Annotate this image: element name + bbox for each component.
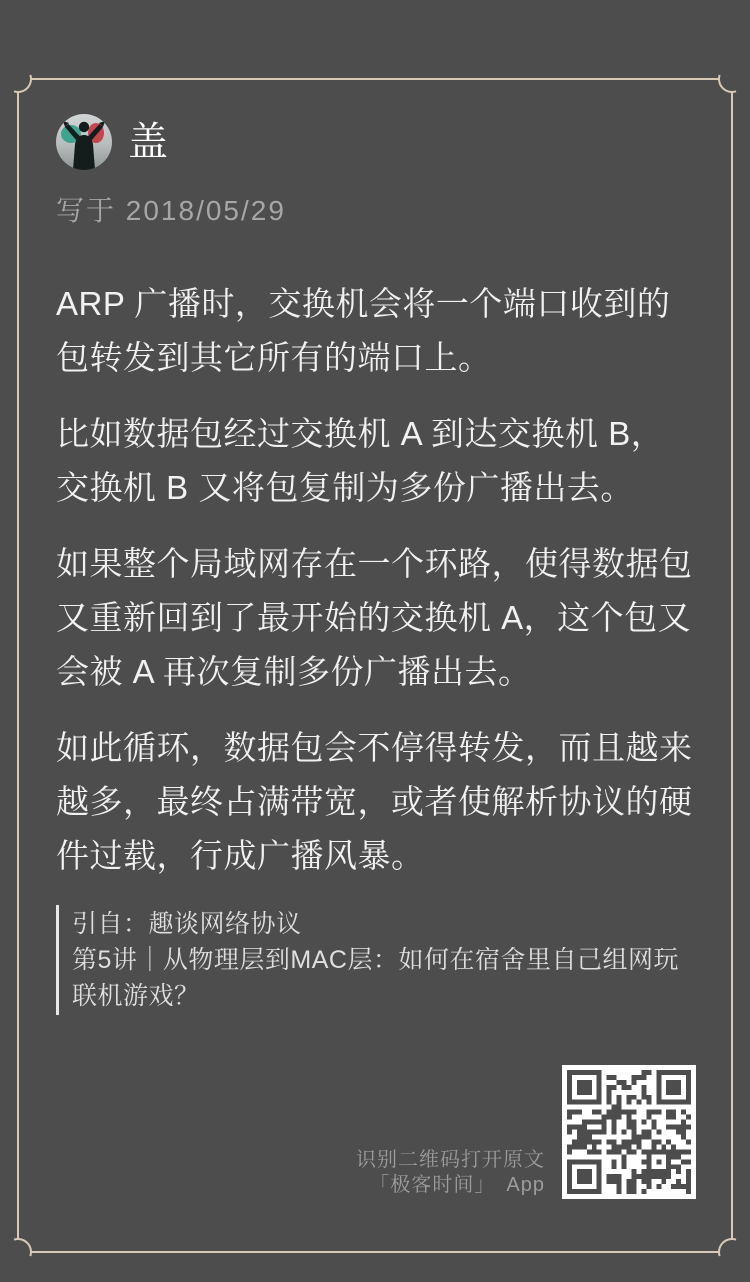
quote-source: 引自：趣谈网络协议	[72, 910, 302, 938]
author-name: 盖	[128, 120, 168, 164]
avatar	[56, 114, 112, 170]
app-name-text: 「极客时间」 App	[369, 1174, 545, 1196]
author-row	[56, 114, 696, 170]
card-content	[56, 0, 696, 1199]
paragraph-1: ARP 广播时，交换机会将一个端口收到的包转发到其它所有的端口上。	[56, 285, 671, 376]
paragraph-2: 比如数据包经过交换机 A 到达交换机 B，交换机 B 又将包复制为多份广播出去。	[56, 415, 665, 506]
paragraph-3: 如果整个局域网存在一个环路，使得数据包又重新回到了最开始的交换机 A，这个包又会被 A 再次复制多份广播出去。	[56, 545, 693, 690]
body-text	[56, 277, 696, 883]
written-date: 写于 2018/05/29	[56, 195, 286, 226]
footer-row	[56, 1065, 696, 1199]
scan-hint-text: 识别二维码打开原文	[356, 1149, 545, 1171]
qr-code	[562, 1065, 696, 1199]
footer-captions	[356, 1148, 545, 1199]
quote-block	[56, 905, 696, 1015]
paragraph-4: 如此循环，数据包会不停得转发，而且越来越多，最终占满带宽，或者使解析协议的硬件过载，行成广播风暴。	[56, 729, 693, 874]
quote-chapter: 第5讲｜从物理层到MAC层：如何在宿舍里自己组网玩联机游戏？	[72, 946, 679, 1010]
